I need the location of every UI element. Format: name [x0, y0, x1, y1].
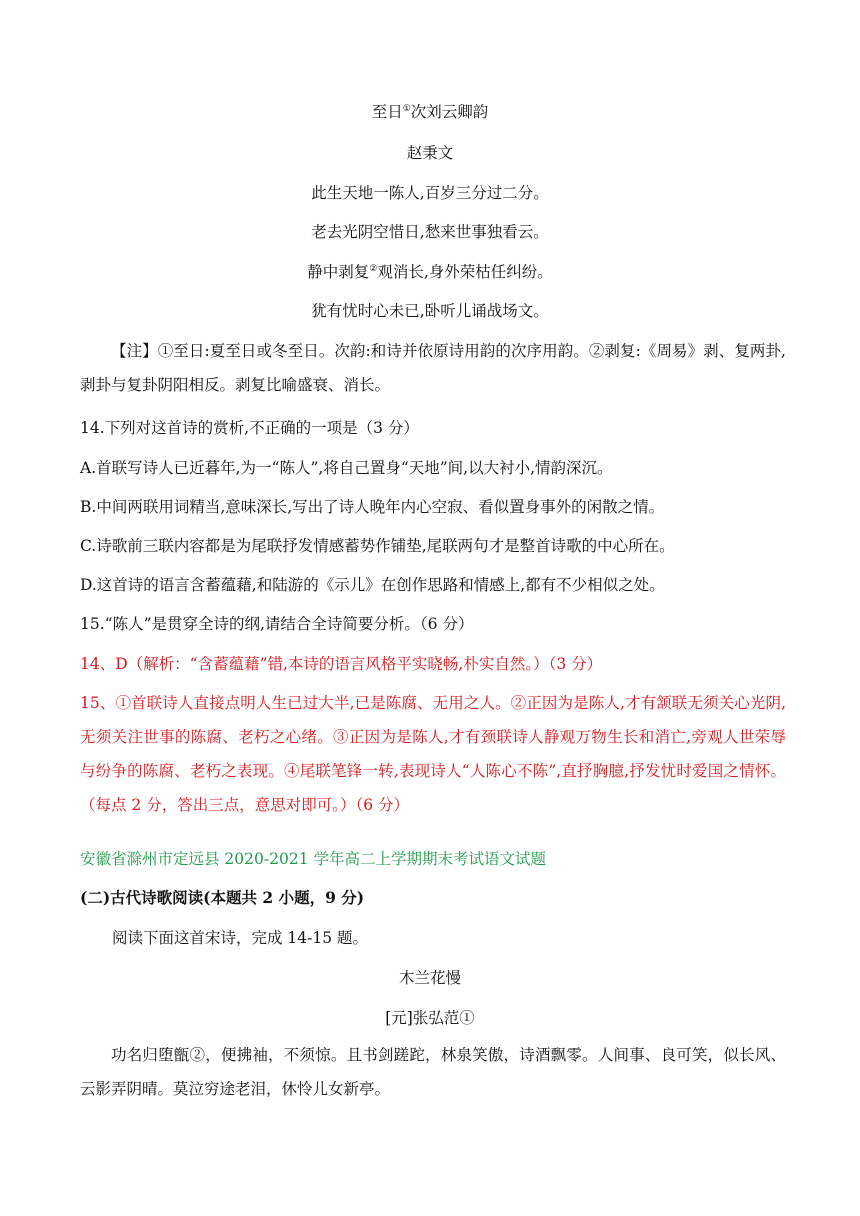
ci-text: 功名归堕甑②，便拂袖，不须惊。且书剑蹉跎，林泉笑傲，诗酒飘零。人间事、良可笑，似长风、云影弄阴晴。莫泣穷途老泪，休怜儿女新亭。 [80, 1046, 786, 1098]
option-c: C.诗歌前三联内容都是为尾联抒发情感蓄势作铺垫,尾联两句才是整首诗歌的中心所在。 [80, 537, 675, 555]
poem-author: 赵秉文 [406, 144, 454, 162]
section-instruction: 阅读下面这首宋诗，完成 14-15 题。 [112, 929, 369, 947]
option-d: D.这首诗的语言含蓄蕴藉,和陆游的《示儿》在创作思路和情感上,都有不少相似之处。 [80, 576, 665, 594]
ci-author: [元]张弘范① [385, 1009, 475, 1027]
option-b: B.中间两联用词精当,意味深长,写出了诗人晚年内心空寂、看似置身事外的闲散之情。 [80, 498, 665, 516]
poem-line-3: 静中剥复②观消长,身外荣枯任纠纷。 [307, 263, 553, 281]
footnote-marker: ① [402, 104, 411, 114]
option-a: A.首联写诗人已近暮年,为一“陈人”,将自己置身“天地”间,以大衬小,情韵深沉。 [80, 459, 613, 477]
poem-note: 【注】①至日:夏至日或冬至日。次韵:和诗并依原诗用韵的次序用韵。②剥复:《周易》剥、复两卦,剥卦与复卦阴阳相反。剥复比喻盛衰、消长。 [80, 342, 786, 394]
footnote-marker: ② [369, 264, 378, 274]
ci-title: 木兰花慢 [398, 969, 461, 987]
source-line: 安徽省滁州市定远县 2020-2021 学年高二上学期期末考试语文试题 [80, 850, 546, 868]
poem-title: 至日①次刘云卿韵 [371, 103, 489, 121]
section-heading: (二)古代诗歌阅读(本题共 2 小题，9 分) [80, 888, 365, 907]
question-14: 14.下列对这首诗的赏析,不正确的一项是（3 分） [80, 419, 419, 437]
poem-line-2: 老去光阴空惜日,愁来世事独看云。 [311, 223, 549, 241]
poem-line-1: 此生天地一陈人,百岁三分过二分。 [311, 184, 549, 202]
answer-14: 14、D（解析：“含蓄蕴藉”错,本诗的语言风格平实晓畅,朴实自然。）（3 分） [80, 655, 603, 673]
answer-15: 15、①首联诗人直接点明人生已过大半,已是陈腐、无用之人。②正因为是陈人,才有颔联无须关心光阴,无须关注世事的陈腐、老朽之心绪。③正因为是陈人,才有颈联诗人静观万物生长和消亡,旁观人世荣辱与纷争的陈腐、老朽之表现。④尾联笔锋一转,表现诗人“人陈心不陈”,直抒胸臆,抒发忧时爱国之情怀。（每点 2 分，答出三点，意思对即可。）（6 分） [80, 694, 786, 814]
poem-line-4: 犹有忧时心未已,卧听儿诵战场文。 [311, 302, 549, 320]
question-15: 15.“陈人”是贯穿全诗的纲,请结合全诗简要分析。（6 分） [80, 615, 474, 633]
